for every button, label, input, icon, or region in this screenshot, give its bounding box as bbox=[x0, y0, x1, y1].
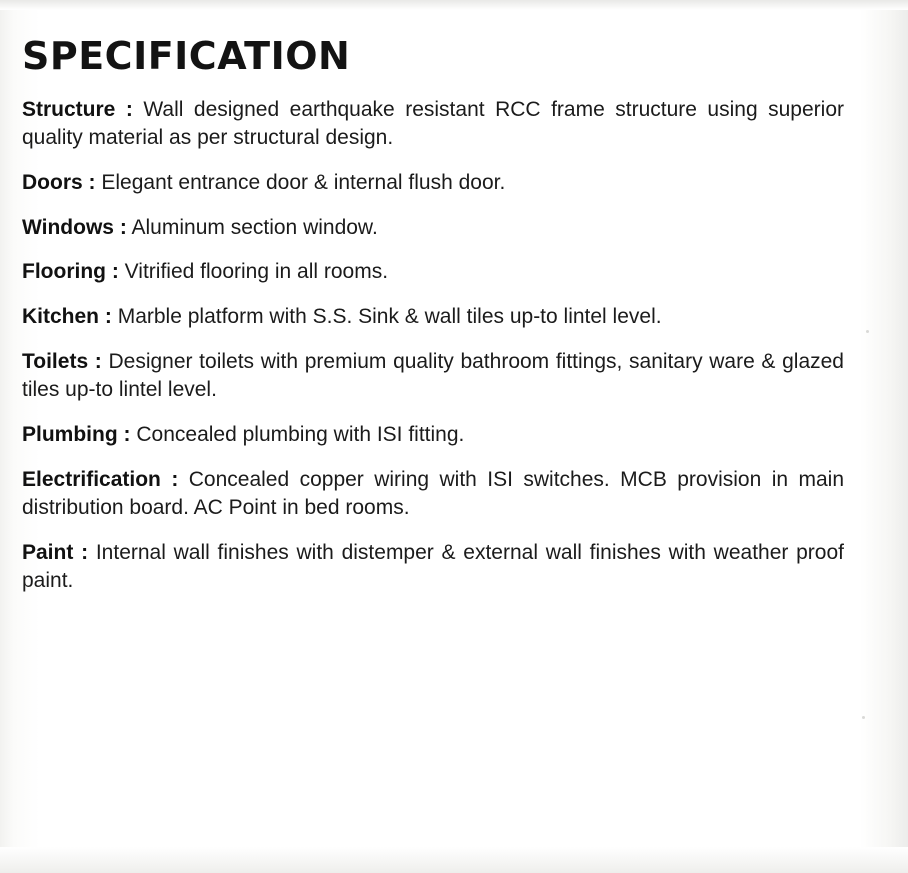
spec-text: Concealed plumbing with ISI fitting. bbox=[136, 423, 465, 447]
spec-separator: : bbox=[123, 423, 131, 447]
spec-label: Doors bbox=[22, 170, 83, 194]
spec-text: Designer toilets with premium quality bathroom fittings, sanitary ware & glazed tiles up-to lintel level. bbox=[22, 350, 844, 402]
spec-separator: : bbox=[81, 540, 89, 564]
spec-item-structure bbox=[22, 96, 844, 152]
spec-text: Wall designed earthquake resistant RCC frame structure using superior quality material as per structural design. bbox=[22, 97, 844, 149]
spec-label: Paint bbox=[22, 540, 74, 564]
spec-separator: : bbox=[88, 170, 96, 194]
scan-speck bbox=[862, 716, 865, 719]
spec-label: Plumbing bbox=[22, 423, 118, 447]
spec-separator: : bbox=[119, 215, 127, 239]
spec-separator: : bbox=[94, 350, 102, 374]
spec-item-electrification bbox=[22, 466, 844, 522]
spec-separator: : bbox=[104, 305, 112, 329]
spec-item-doors bbox=[22, 169, 844, 197]
spec-separator: : bbox=[125, 97, 133, 121]
spec-item-plumbing bbox=[22, 421, 844, 449]
specification-list bbox=[22, 96, 844, 595]
spec-text: Elegant entrance door & internal flush door. bbox=[101, 170, 506, 194]
spec-label: Toilets bbox=[22, 350, 89, 374]
document-content bbox=[22, 36, 844, 595]
scan-speck bbox=[866, 330, 869, 333]
page-title: SPECIFICATION bbox=[22, 34, 351, 78]
spec-text: Internal wall finishes with distemper & external wall finishes with weather proof paint. bbox=[22, 540, 844, 592]
spec-item-flooring bbox=[22, 258, 844, 286]
spec-text: Vitrified flooring in all rooms. bbox=[124, 260, 389, 284]
spec-text: Marble platform with S.S. Sink & wall tiles up-to lintel level. bbox=[117, 305, 662, 329]
spec-label: Flooring bbox=[22, 260, 106, 284]
spec-separator: : bbox=[111, 260, 119, 284]
spec-item-toilets bbox=[22, 348, 844, 404]
spec-item-windows bbox=[22, 214, 844, 242]
spec-separator: : bbox=[171, 468, 179, 492]
spec-text: Aluminum section window. bbox=[131, 215, 378, 239]
spec-label: Electrification bbox=[22, 468, 161, 492]
spec-text: Concealed copper wiring with ISI switches. MCB provision in main distribution board. AC Point in bed rooms. bbox=[22, 468, 845, 520]
spec-label: Kitchen bbox=[22, 305, 100, 329]
spec-item-paint bbox=[22, 539, 844, 595]
spec-label: Windows bbox=[22, 215, 114, 239]
page-top-edge bbox=[0, 0, 908, 10]
spec-label: Structure bbox=[22, 97, 116, 121]
page-bottom-edge bbox=[0, 847, 908, 873]
spec-item-kitchen bbox=[22, 303, 844, 331]
